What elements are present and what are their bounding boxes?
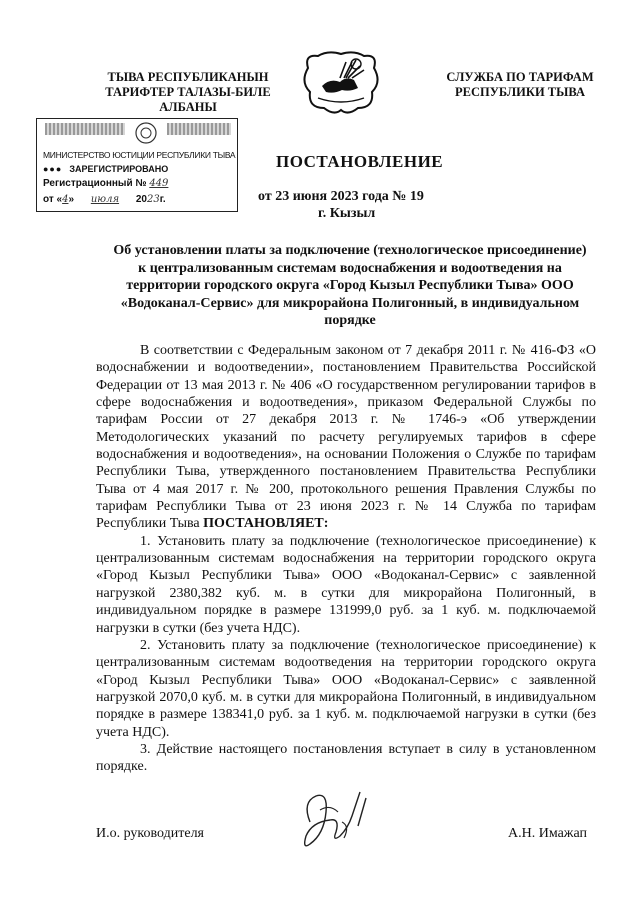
coat-of-arms-icon xyxy=(300,48,382,116)
header-left xyxy=(88,70,288,115)
signatory-name: А.Н. Имажап xyxy=(508,826,588,841)
header-right xyxy=(420,70,620,100)
stamp-blurred-text xyxy=(167,123,231,135)
stamp-registered: ●●● ЗАРЕГИСТРИРОВАНО xyxy=(43,164,169,174)
stamp-reg-number-value: 449 xyxy=(149,178,169,189)
header-left-line2: ТАРИФТЕР ТАЛАЗЫ-БИЛЕ xyxy=(105,85,271,99)
document-body xyxy=(96,342,596,776)
stamp-date: от «4» июля 2023г. xyxy=(43,194,166,205)
resolves-word: ПОСТАНОВЛЯЕТ: xyxy=(203,516,329,532)
document-city: г. Кызыл xyxy=(318,206,376,221)
stamp-emblem-icon xyxy=(133,121,159,145)
document-type: ПОСТАНОВЛЕНИЕ xyxy=(276,152,444,171)
document-date-number: от 23 июня 2023 года № 19 xyxy=(258,189,424,204)
registration-stamp xyxy=(36,118,238,212)
item-2-paragraph: 2. Установить плату за подключение (технологическое присоединение) к централизованным системам водоотведения на территории городского округа «Город Кызыл Республики Тыва» ООО «Водоканал-Сервис» с заявленной нагрузкой 2070,0 куб. м. в сутки для микрорайона Полигонный, в индивидуальном порядке в размере 138341,0 руб. за 1 куб. м. подключаемой нагрузки в сутки (без учета НДС). xyxy=(96,637,596,740)
item-3-paragraph: 3. Действие настоящего постановления вступает в силу в установленном порядке. xyxy=(96,741,596,775)
header-left-line1: ТЫВА РЕСПУБЛИКАНЫН xyxy=(107,70,269,84)
header-left-line3: АЛБАНЫ xyxy=(159,100,217,114)
header-right-line2: РЕСПУБЛИКИ ТЫВА xyxy=(455,85,585,99)
stamp-blurred-text xyxy=(45,123,125,135)
document-title: Об установлении платы за подключение (технологическое присоединение) к централизованным системам водоснабжения и водоотведения на территории городского округа «Город Кызыл Республики Тыва» ООО «Водоканал-Сервис» для микрорайона Полигонный, в индивидуальном порядке xyxy=(113,243,587,329)
stamp-reg-number: Регистрационный № 449 xyxy=(43,178,169,189)
stamp-ministry: МИНИСТЕРСТВО ЮСТИЦИИ РЕСПУБЛИКИ ТЫВА xyxy=(43,150,236,160)
signatory-position: И.о. руководителя xyxy=(96,826,205,841)
preamble-paragraph: В соответствии с Федеральным законом от 7 декабря 2011 г. № 416-ФЗ «О водоснабжении и водоотведении», постановлением Правительства Российской Федерации от 13 мая 2013 г. № 406 «О государственном регулировании тарифов в сфере водоснабжения и водоотведения», приказом Федеральной Службы по тарифам России от 27 декабря 2013 г. № 1746-э «Об утверждении Методологических указаний по расчету регулируемых тарифов в сфере водоснабжения и водоотведения», на основании Положения о Службе по тарифам Республики Тыва, утвержденного постановлением Правительства Республики Тыва от 4 мая 2017 г. № 200, протокольного решения Правления Службы по тарифам Республики Тыва от 23 июня 2023 г. № 14 Служба по тарифам Республики Тыва ПОСТАНОВЛЯЕТ: xyxy=(96,343,596,532)
header-right-line1: СЛУЖБА ПО ТАРИФАМ xyxy=(446,70,594,84)
item-1-paragraph: 1. Установить плату за подключение (технологическое присоединение) к централизованным системам водоснабжения на территории городского округа «Город Кызыл Республики Тыва» ООО «Водоканал-Сервис» с заявленной нагрузкой 2380,382 куб. м. в сутки для микрорайона Полигонный, в индивидуальном порядке в размере 131999,0 руб. за 1 куб. м. подключаемой нагрузки в сутки (без учета НДС). xyxy=(96,533,596,636)
handwritten-signature xyxy=(280,782,390,862)
